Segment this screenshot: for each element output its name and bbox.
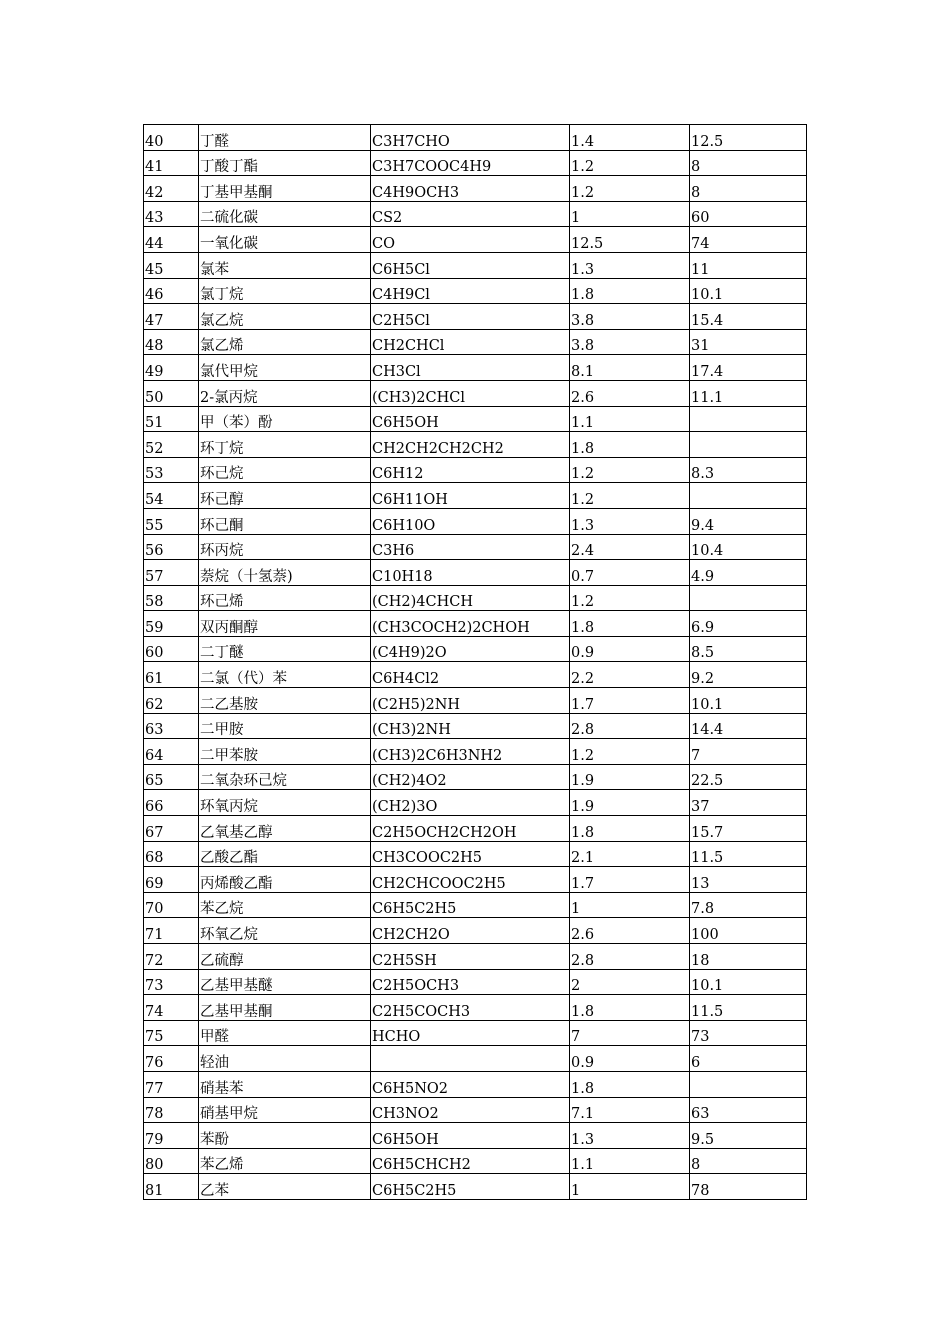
table-row (144, 176, 807, 202)
chemical-formula-cell: C6H11OH (371, 483, 570, 509)
lower-limit-cell: 1 (570, 201, 690, 227)
lower-limit-cell: 1.4 (570, 125, 690, 151)
table-row (144, 636, 807, 662)
chemical-formula-cell: (CH2)4CHCH (371, 585, 570, 611)
lower-limit-cell: 1.8 (570, 1071, 690, 1097)
chemical-formula-cell: C6H12 (371, 457, 570, 483)
row-number-cell: 81 (144, 1174, 199, 1200)
chemical-formula-cell: CO (371, 227, 570, 253)
table-row (144, 304, 807, 330)
substance-name-cell: 双丙酮醇 (199, 611, 371, 637)
table-row (144, 892, 807, 918)
chemical-formula-cell: C3H7CHO (371, 125, 570, 151)
row-number-cell: 73 (144, 969, 199, 995)
substance-name-cell: 二乙基胺 (199, 688, 371, 714)
row-number-cell: 71 (144, 918, 199, 944)
upper-limit-cell: 37 (690, 790, 807, 816)
table-row (144, 969, 807, 995)
substance-name-cell: 苯乙烯 (199, 1148, 371, 1174)
lower-limit-cell: 1.8 (570, 611, 690, 637)
lower-limit-cell: 12.5 (570, 227, 690, 253)
chemical-formula-cell: (CH2)3O (371, 790, 570, 816)
upper-limit-cell: 14.4 (690, 713, 807, 739)
substance-name-cell: 苯酚 (199, 1123, 371, 1149)
lower-limit-cell: 1.9 (570, 764, 690, 790)
substance-name-cell: 甲（苯）酚 (199, 406, 371, 432)
row-number-cell: 63 (144, 713, 199, 739)
upper-limit-cell: 100 (690, 918, 807, 944)
upper-limit-cell (690, 432, 807, 458)
lower-limit-cell: 1.7 (570, 688, 690, 714)
substance-name-cell: 乙氧基乙醇 (199, 816, 371, 842)
substance-name-cell: 乙酸乙酯 (199, 841, 371, 867)
chemical-formula-cell: CH3COOC2H5 (371, 841, 570, 867)
row-number-cell: 56 (144, 534, 199, 560)
upper-limit-cell: 11.5 (690, 841, 807, 867)
table-row (144, 1174, 807, 1200)
substance-name-cell: 萘烷（十氢萘) (199, 560, 371, 586)
row-number-cell: 48 (144, 329, 199, 355)
chemical-formula-cell: C6H10O (371, 508, 570, 534)
row-number-cell: 65 (144, 764, 199, 790)
chemical-formula-cell: C6H5NO2 (371, 1071, 570, 1097)
substance-name-cell: 二甲苯胺 (199, 739, 371, 765)
substance-name-cell: 环氧乙烷 (199, 918, 371, 944)
chemical-formula-cell: HCHO (371, 1020, 570, 1046)
substance-name-cell: 苯乙烷 (199, 892, 371, 918)
upper-limit-cell: 8 (690, 1148, 807, 1174)
upper-limit-cell: 7 (690, 739, 807, 765)
upper-limit-cell: 8 (690, 150, 807, 176)
lower-limit-cell: 1.2 (570, 457, 690, 483)
chemical-formula-cell: (CH3)2CHCl (371, 380, 570, 406)
lower-limit-cell: 2.6 (570, 918, 690, 944)
table-row (144, 611, 807, 637)
chemical-formula-cell: C6H5C2H5 (371, 1174, 570, 1200)
row-number-cell: 42 (144, 176, 199, 202)
lower-limit-cell: 2 (570, 969, 690, 995)
lower-limit-cell: 1.2 (570, 150, 690, 176)
table-row (144, 764, 807, 790)
chemical-formula-cell (371, 1046, 570, 1072)
substance-name-cell: 丙烯酸乙酯 (199, 867, 371, 893)
table-row (144, 688, 807, 714)
row-number-cell: 70 (144, 892, 199, 918)
chemical-formula-cell: C2H5SH (371, 944, 570, 970)
row-number-cell: 49 (144, 355, 199, 381)
row-number-cell: 66 (144, 790, 199, 816)
row-number-cell: 64 (144, 739, 199, 765)
row-number-cell: 46 (144, 278, 199, 304)
lower-limit-cell: 1.8 (570, 432, 690, 458)
lower-limit-cell: 2.2 (570, 662, 690, 688)
lower-limit-cell: 1 (570, 1174, 690, 1200)
upper-limit-cell: 13 (690, 867, 807, 893)
upper-limit-cell: 73 (690, 1020, 807, 1046)
chemical-formula-cell: (CH2)4O2 (371, 764, 570, 790)
chemical-formula-cell: CH2CH2O (371, 918, 570, 944)
chemical-formula-cell: C10H18 (371, 560, 570, 586)
lower-limit-cell: 1 (570, 892, 690, 918)
row-number-cell: 68 (144, 841, 199, 867)
substance-name-cell: 硝基苯 (199, 1071, 371, 1097)
row-number-cell: 51 (144, 406, 199, 432)
table-row (144, 995, 807, 1021)
chemical-formula-cell: C2H5Cl (371, 304, 570, 330)
lower-limit-cell: 1.1 (570, 406, 690, 432)
chemical-formula-cell: (C2H5)2NH (371, 688, 570, 714)
substance-name-cell: 环己酮 (199, 508, 371, 534)
table-row (144, 585, 807, 611)
row-number-cell: 41 (144, 150, 199, 176)
lower-limit-cell: 1.3 (570, 508, 690, 534)
substance-table (143, 124, 807, 1200)
substance-name-cell: 环己烷 (199, 457, 371, 483)
lower-limit-cell: 1.1 (570, 1148, 690, 1174)
chemical-formula-cell: C6H5Cl (371, 252, 570, 278)
row-number-cell: 57 (144, 560, 199, 586)
chemical-formula-cell: CS2 (371, 201, 570, 227)
substance-name-cell: 环丙烷 (199, 534, 371, 560)
upper-limit-cell: 11.5 (690, 995, 807, 1021)
substance-name-cell: 硝基甲烷 (199, 1097, 371, 1123)
table-row (144, 508, 807, 534)
upper-limit-cell (690, 585, 807, 611)
upper-limit-cell: 31 (690, 329, 807, 355)
table-row (144, 739, 807, 765)
chemical-formula-cell: C6H5CHCH2 (371, 1148, 570, 1174)
chemical-formula-cell: C6H5C2H5 (371, 892, 570, 918)
upper-limit-cell: 17.4 (690, 355, 807, 381)
row-number-cell: 50 (144, 380, 199, 406)
substance-name-cell: 氯苯 (199, 252, 371, 278)
substance-name-cell: 氯代甲烷 (199, 355, 371, 381)
row-number-cell: 52 (144, 432, 199, 458)
substance-name-cell: 丁醛 (199, 125, 371, 151)
upper-limit-cell: 74 (690, 227, 807, 253)
row-number-cell: 43 (144, 201, 199, 227)
row-number-cell: 59 (144, 611, 199, 637)
table-row (144, 867, 807, 893)
substance-name-cell: 丁酸丁酯 (199, 150, 371, 176)
row-number-cell: 77 (144, 1071, 199, 1097)
upper-limit-cell: 7.8 (690, 892, 807, 918)
lower-limit-cell: 2.4 (570, 534, 690, 560)
substance-name-cell: 一氧化碳 (199, 227, 371, 253)
lower-limit-cell: 1.8 (570, 816, 690, 842)
chemical-formula-cell: C4H9OCH3 (371, 176, 570, 202)
chemical-formula-cell: (C4H9)2O (371, 636, 570, 662)
substance-name-cell: 环丁烷 (199, 432, 371, 458)
lower-limit-cell: 0.9 (570, 636, 690, 662)
lower-limit-cell: 0.7 (570, 560, 690, 586)
upper-limit-cell: 18 (690, 944, 807, 970)
chemical-formula-cell: CH3NO2 (371, 1097, 570, 1123)
substance-name-cell: 氯乙烷 (199, 304, 371, 330)
table-row (144, 355, 807, 381)
table-row (144, 841, 807, 867)
upper-limit-cell: 8.3 (690, 457, 807, 483)
row-number-cell: 45 (144, 252, 199, 278)
upper-limit-cell: 22.5 (690, 764, 807, 790)
row-number-cell: 74 (144, 995, 199, 1021)
table-row (144, 227, 807, 253)
table-row (144, 252, 807, 278)
table-row (144, 1046, 807, 1072)
table-row (144, 1097, 807, 1123)
upper-limit-cell: 9.5 (690, 1123, 807, 1149)
row-number-cell: 67 (144, 816, 199, 842)
table-row (144, 201, 807, 227)
chemical-formula-cell: CH3Cl (371, 355, 570, 381)
row-number-cell: 54 (144, 483, 199, 509)
row-number-cell: 80 (144, 1148, 199, 1174)
chemical-formula-cell: C4H9Cl (371, 278, 570, 304)
row-number-cell: 79 (144, 1123, 199, 1149)
substance-name-cell: 二氧杂环己烷 (199, 764, 371, 790)
lower-limit-cell: 7.1 (570, 1097, 690, 1123)
table-row (144, 816, 807, 842)
row-number-cell: 72 (144, 944, 199, 970)
lower-limit-cell: 2.1 (570, 841, 690, 867)
lower-limit-cell: 1.8 (570, 995, 690, 1021)
upper-limit-cell: 60 (690, 201, 807, 227)
row-number-cell: 58 (144, 585, 199, 611)
table-row (144, 125, 807, 151)
row-number-cell: 75 (144, 1020, 199, 1046)
lower-limit-cell: 0.9 (570, 1046, 690, 1072)
chemical-formula-cell: (CH3)2NH (371, 713, 570, 739)
upper-limit-cell: 9.2 (690, 662, 807, 688)
row-number-cell: 44 (144, 227, 199, 253)
lower-limit-cell: 1.7 (570, 867, 690, 893)
lower-limit-cell: 2.8 (570, 944, 690, 970)
upper-limit-cell: 15.7 (690, 816, 807, 842)
lower-limit-cell: 3.8 (570, 329, 690, 355)
upper-limit-cell (690, 1071, 807, 1097)
upper-limit-cell: 10.4 (690, 534, 807, 560)
substance-name-cell: 环己烯 (199, 585, 371, 611)
upper-limit-cell: 6.9 (690, 611, 807, 637)
substance-name-cell: 乙基甲基酮 (199, 995, 371, 1021)
upper-limit-cell: 11 (690, 252, 807, 278)
table-row (144, 1071, 807, 1097)
upper-limit-cell: 6 (690, 1046, 807, 1072)
table-row (144, 406, 807, 432)
substance-name-cell: 氯乙烯 (199, 329, 371, 355)
table-row (144, 560, 807, 586)
table-row (144, 432, 807, 458)
lower-limit-cell: 2.8 (570, 713, 690, 739)
chemical-formula-cell: (CH3)2C6H3NH2 (371, 739, 570, 765)
lower-limit-cell: 1.2 (570, 176, 690, 202)
chemical-formula-cell: CH2CH2CH2CH2 (371, 432, 570, 458)
lower-limit-cell: 7 (570, 1020, 690, 1046)
lower-limit-cell: 1.2 (570, 483, 690, 509)
row-number-cell: 60 (144, 636, 199, 662)
upper-limit-cell: 9.4 (690, 508, 807, 534)
substance-name-cell: 二丁醚 (199, 636, 371, 662)
lower-limit-cell: 1.9 (570, 790, 690, 816)
upper-limit-cell: 10.1 (690, 969, 807, 995)
substance-name-cell: 2-氯丙烷 (199, 380, 371, 406)
upper-limit-cell: 8.5 (690, 636, 807, 662)
lower-limit-cell: 1.3 (570, 252, 690, 278)
table-row (144, 713, 807, 739)
row-number-cell: 47 (144, 304, 199, 330)
upper-limit-cell (690, 483, 807, 509)
table-row (144, 380, 807, 406)
table-row (144, 457, 807, 483)
substance-name-cell: 二氯（代）苯 (199, 662, 371, 688)
upper-limit-cell: 63 (690, 1097, 807, 1123)
upper-limit-cell: 15.4 (690, 304, 807, 330)
table-body (144, 125, 807, 1200)
chemical-formula-cell: C2H5OCH2CH2OH (371, 816, 570, 842)
chemical-formula-cell: C6H5OH (371, 1123, 570, 1149)
lower-limit-cell: 3.8 (570, 304, 690, 330)
chemical-formula-cell: C2H5OCH3 (371, 969, 570, 995)
table-row (144, 790, 807, 816)
lower-limit-cell: 1.2 (570, 739, 690, 765)
substance-name-cell: 乙硫醇 (199, 944, 371, 970)
upper-limit-cell: 11.1 (690, 380, 807, 406)
lower-limit-cell: 1.8 (570, 278, 690, 304)
upper-limit-cell: 78 (690, 1174, 807, 1200)
lower-limit-cell: 2.6 (570, 380, 690, 406)
row-number-cell: 62 (144, 688, 199, 714)
substance-name-cell: 轻油 (199, 1046, 371, 1072)
upper-limit-cell: 8 (690, 176, 807, 202)
table-row (144, 918, 807, 944)
table-row (144, 150, 807, 176)
upper-limit-cell: 12.5 (690, 125, 807, 151)
substance-name-cell: 二硫化碳 (199, 201, 371, 227)
chemical-formula-cell: C3H6 (371, 534, 570, 560)
upper-limit-cell: 10.1 (690, 278, 807, 304)
table-row (144, 662, 807, 688)
table-row (144, 1148, 807, 1174)
table-row (144, 278, 807, 304)
table-row (144, 483, 807, 509)
table-row (144, 534, 807, 560)
lower-limit-cell: 1.3 (570, 1123, 690, 1149)
substance-name-cell: 乙苯 (199, 1174, 371, 1200)
row-number-cell: 78 (144, 1097, 199, 1123)
row-number-cell: 61 (144, 662, 199, 688)
table-row (144, 1020, 807, 1046)
substance-name-cell: 二甲胺 (199, 713, 371, 739)
upper-limit-cell: 4.9 (690, 560, 807, 586)
lower-limit-cell: 1.2 (570, 585, 690, 611)
upper-limit-cell (690, 406, 807, 432)
row-number-cell: 55 (144, 508, 199, 534)
substance-name-cell: 环氧丙烷 (199, 790, 371, 816)
row-number-cell: 40 (144, 125, 199, 151)
lower-limit-cell: 8.1 (570, 355, 690, 381)
substance-name-cell: 丁基甲基酮 (199, 176, 371, 202)
table-row (144, 944, 807, 970)
chemical-formula-cell: CH2CHCOOC2H5 (371, 867, 570, 893)
substance-name-cell: 甲醛 (199, 1020, 371, 1046)
row-number-cell: 53 (144, 457, 199, 483)
row-number-cell: 76 (144, 1046, 199, 1072)
chemical-formula-cell: C6H5OH (371, 406, 570, 432)
substance-name-cell: 氯丁烷 (199, 278, 371, 304)
substance-name-cell: 乙基甲基醚 (199, 969, 371, 995)
table-row (144, 329, 807, 355)
row-number-cell: 69 (144, 867, 199, 893)
chemical-formula-cell: CH2CHCl (371, 329, 570, 355)
upper-limit-cell: 10.1 (690, 688, 807, 714)
chemical-formula-cell: C2H5COCH3 (371, 995, 570, 1021)
table-row (144, 1123, 807, 1149)
chemical-formula-cell: (CH3COCH2)2CHOH (371, 611, 570, 637)
substance-name-cell: 环己醇 (199, 483, 371, 509)
chemical-formula-cell: C3H7COOC4H9 (371, 150, 570, 176)
chemical-formula-cell: C6H4Cl2 (371, 662, 570, 688)
